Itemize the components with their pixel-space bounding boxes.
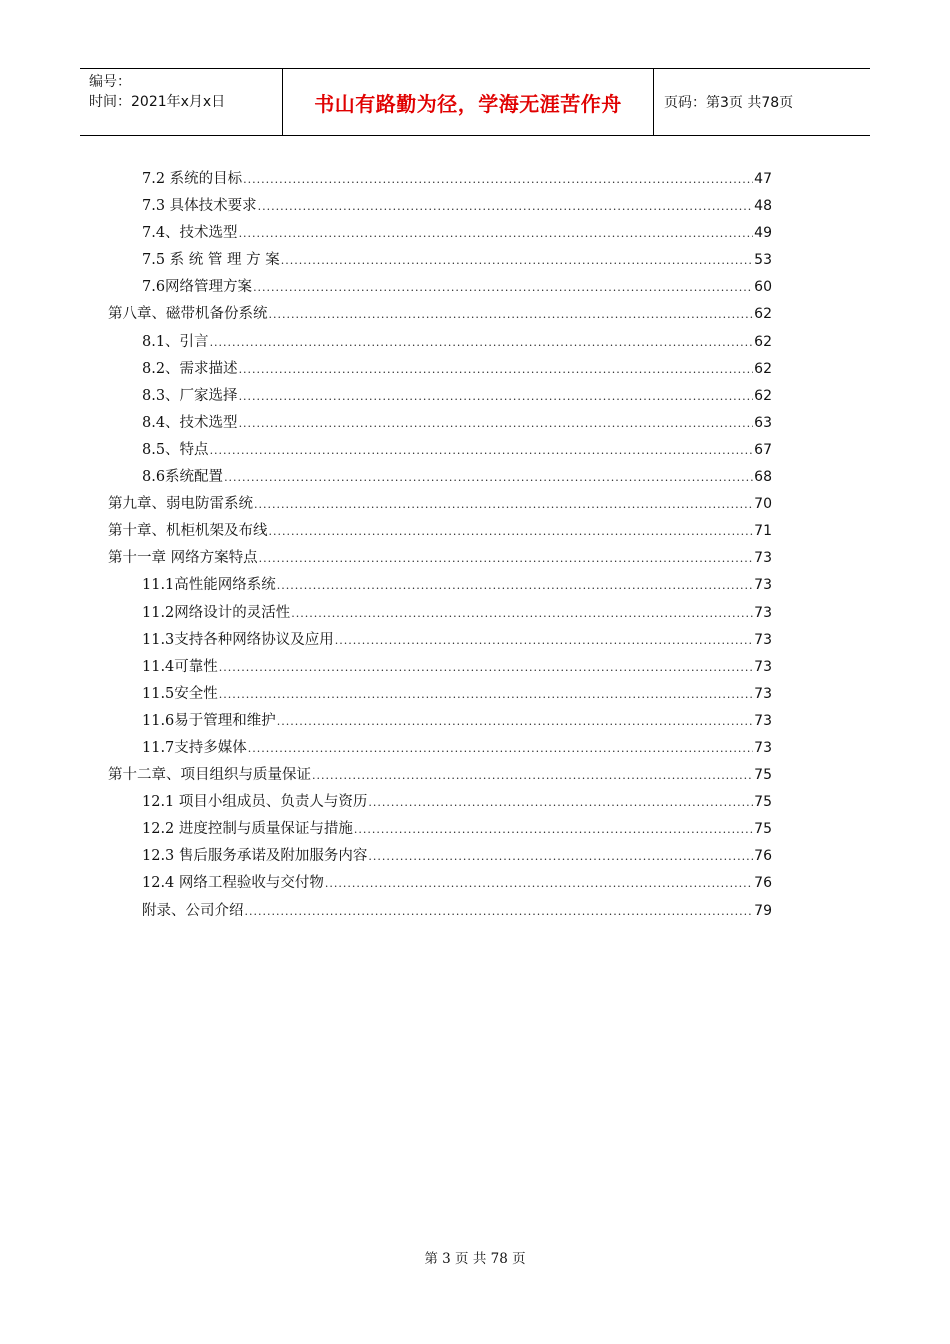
toc-entry-title: 11.6易于管理和维护 xyxy=(142,712,276,729)
toc-dot-leader xyxy=(368,850,753,863)
toc-entry-title: 12.4 网络工程验收与交付物 xyxy=(142,875,324,892)
header-motto-cell xyxy=(282,69,654,135)
toc-dot-leader xyxy=(259,552,754,565)
toc-dot-leader xyxy=(368,796,753,809)
toc-entry-title: 8.3、厂家选择 xyxy=(142,387,238,404)
toc-entry-page: 49 xyxy=(754,225,772,242)
toc-entry-page: 60 xyxy=(754,279,772,296)
toc-dot-leader xyxy=(239,363,754,376)
toc-entry-page: 48 xyxy=(754,198,772,215)
page-footer xyxy=(0,1247,950,1267)
toc-entry[interactable] xyxy=(108,655,772,682)
toc-entry-page: 73 xyxy=(754,577,772,594)
toc-entry[interactable] xyxy=(108,411,772,438)
toc-dot-leader xyxy=(281,254,753,267)
toc-entry[interactable] xyxy=(108,736,772,763)
toc-entry-title: 第十章、机柜机架及布线 xyxy=(108,523,268,540)
toc-entry-title: 12.1 项目小组成员、负责人与资历 xyxy=(142,794,368,811)
toc-dot-leader xyxy=(312,769,753,782)
toc-dot-leader xyxy=(239,417,754,430)
toc-entry[interactable] xyxy=(108,817,772,844)
toc-entry[interactable] xyxy=(108,330,772,357)
toc-entry[interactable] xyxy=(108,871,772,898)
toc-entry-title: 7.2 系统的目标 xyxy=(142,171,243,187)
toc-dot-leader xyxy=(239,390,754,403)
toc-entry-title: 7.4、技术选型 xyxy=(142,225,238,242)
toc-entry-title: 11.2网络设计的灵活性 xyxy=(142,604,291,621)
header-page-info: 页码：第3页 共78页 xyxy=(664,95,794,111)
toc-entry[interactable] xyxy=(108,790,772,817)
toc-entry-title: 8.1、引言 xyxy=(142,333,209,350)
page-header xyxy=(80,68,870,136)
toc-entry[interactable] xyxy=(108,167,772,194)
toc-entry-page: 67 xyxy=(754,441,772,458)
toc-dot-leader xyxy=(210,444,754,457)
toc-entry-page: 73 xyxy=(754,658,772,675)
toc-entry[interactable] xyxy=(108,465,772,492)
toc-dot-leader xyxy=(224,471,753,484)
toc-entry[interactable] xyxy=(108,194,772,221)
toc-dot-leader xyxy=(254,498,753,511)
toc-dot-leader xyxy=(325,877,753,890)
header-page-info-cell xyxy=(654,69,870,135)
toc-entry-page: 76 xyxy=(754,848,772,865)
toc-entry-page: 47 xyxy=(754,171,772,187)
toc-entry-page: 70 xyxy=(754,496,772,513)
toc-entry-page: 76 xyxy=(754,875,772,892)
toc-entry-page: 75 xyxy=(754,794,772,811)
toc-entry-page: 75 xyxy=(754,767,772,784)
document-number-label: 编号： xyxy=(89,74,131,90)
toc-entry-title: 第十二章、项目组织与质量保证 xyxy=(108,767,311,784)
toc-entry-page: 62 xyxy=(754,387,772,404)
toc-dot-leader xyxy=(253,281,753,294)
toc-entry-page: 75 xyxy=(754,821,772,838)
toc-dot-leader xyxy=(245,905,754,918)
toc-dot-leader xyxy=(269,525,754,538)
toc-entry[interactable] xyxy=(108,357,772,384)
toc-entry-title: 11.3支持各种网络协议及应用 xyxy=(142,631,334,648)
toc-entry[interactable] xyxy=(108,763,772,790)
toc-dot-leader xyxy=(354,823,753,836)
toc-dot-leader xyxy=(335,634,753,647)
document-date: 时间：2021年x月x日 xyxy=(89,94,226,110)
toc-dot-leader xyxy=(243,173,753,186)
toc-entry-page: 53 xyxy=(754,252,772,269)
toc-entry[interactable] xyxy=(108,573,772,600)
toc-entry-page: 62 xyxy=(754,306,772,323)
toc-entry-page: 73 xyxy=(754,685,772,702)
toc-entry[interactable] xyxy=(108,302,772,329)
toc-entry-title: 8.5、特点 xyxy=(142,441,209,458)
toc-dot-leader xyxy=(277,579,753,592)
toc-entry-title: 7.3 具体技术要求 xyxy=(142,198,257,215)
toc-entry-title: 11.4可靠性 xyxy=(142,658,218,675)
toc-entry-title: 11.1高性能网络系统 xyxy=(142,577,276,594)
toc-entry[interactable] xyxy=(108,492,772,519)
toc-entry-title: 第十一章 网络方案特点 xyxy=(108,550,258,567)
toc-entry[interactable] xyxy=(108,709,772,736)
toc-entry[interactable] xyxy=(108,899,772,926)
header-motto: 书山有路勤为径，学海无涯苦作舟 xyxy=(314,91,622,116)
toc-dot-leader xyxy=(219,661,753,674)
toc-entry[interactable] xyxy=(108,628,772,655)
toc-entry-page: 71 xyxy=(754,523,772,540)
toc-entry-page: 73 xyxy=(754,631,772,648)
toc-dot-leader xyxy=(219,688,753,701)
toc-entry-title: 11.7支持多媒体 xyxy=(142,739,247,756)
toc-entry-title: 8.4、技术选型 xyxy=(142,414,238,431)
toc-entry-title: 7.6网络管理方案 xyxy=(142,279,253,296)
toc-entry[interactable] xyxy=(108,384,772,411)
toc-entry[interactable] xyxy=(108,519,772,546)
toc-entry[interactable] xyxy=(108,221,772,248)
toc-entry-title: 12.2 进度控制与质量保证与措施 xyxy=(142,821,353,838)
toc-entry[interactable] xyxy=(108,275,772,302)
toc-entry[interactable] xyxy=(108,844,772,871)
toc-entry-title: 8.2、需求描述 xyxy=(142,360,238,377)
toc-entry-page: 63 xyxy=(754,414,772,431)
toc-entry-title: 第八章、磁带机备份系统 xyxy=(108,306,268,323)
toc-entry[interactable] xyxy=(108,601,772,628)
toc-dot-leader xyxy=(239,227,754,240)
toc-dot-leader xyxy=(248,742,753,755)
toc-entry[interactable] xyxy=(108,682,772,709)
header-meta xyxy=(80,69,282,135)
toc-entry-page: 62 xyxy=(754,360,772,377)
toc-entry-page: 73 xyxy=(754,739,772,756)
toc-entry-page: 73 xyxy=(754,550,772,567)
toc-dot-leader xyxy=(291,607,753,620)
toc-dot-leader xyxy=(277,715,753,728)
toc-entry[interactable] xyxy=(108,438,772,465)
toc-entry-page: 62 xyxy=(754,333,772,350)
footer-page-number: 第 3 页 共 78 页 xyxy=(424,1251,526,1267)
toc-entry-page: 79 xyxy=(754,902,772,919)
toc-entry-title: 12.3 售后服务承诺及附加服务内容 xyxy=(142,848,368,865)
toc-entry-title: 7.5 系 统 管 理 方 案 xyxy=(142,252,280,269)
table-of-contents xyxy=(108,167,772,926)
toc-dot-leader xyxy=(210,336,754,349)
toc-entry[interactable] xyxy=(108,546,772,573)
toc-entry-title: 11.5安全性 xyxy=(142,685,218,702)
toc-dot-leader xyxy=(258,200,754,213)
toc-entry-page: 68 xyxy=(754,469,772,486)
toc-entry-title: 第九章、弱电防雷系统 xyxy=(108,496,253,513)
toc-entry-title: 附录、公司介绍 xyxy=(142,902,244,919)
toc-entry[interactable] xyxy=(108,248,772,275)
toc-entry-title: 8.6系统配置 xyxy=(142,469,224,486)
toc-dot-leader xyxy=(269,308,754,321)
toc-entry-page: 73 xyxy=(754,604,772,621)
toc-entry-page: 73 xyxy=(754,712,772,729)
